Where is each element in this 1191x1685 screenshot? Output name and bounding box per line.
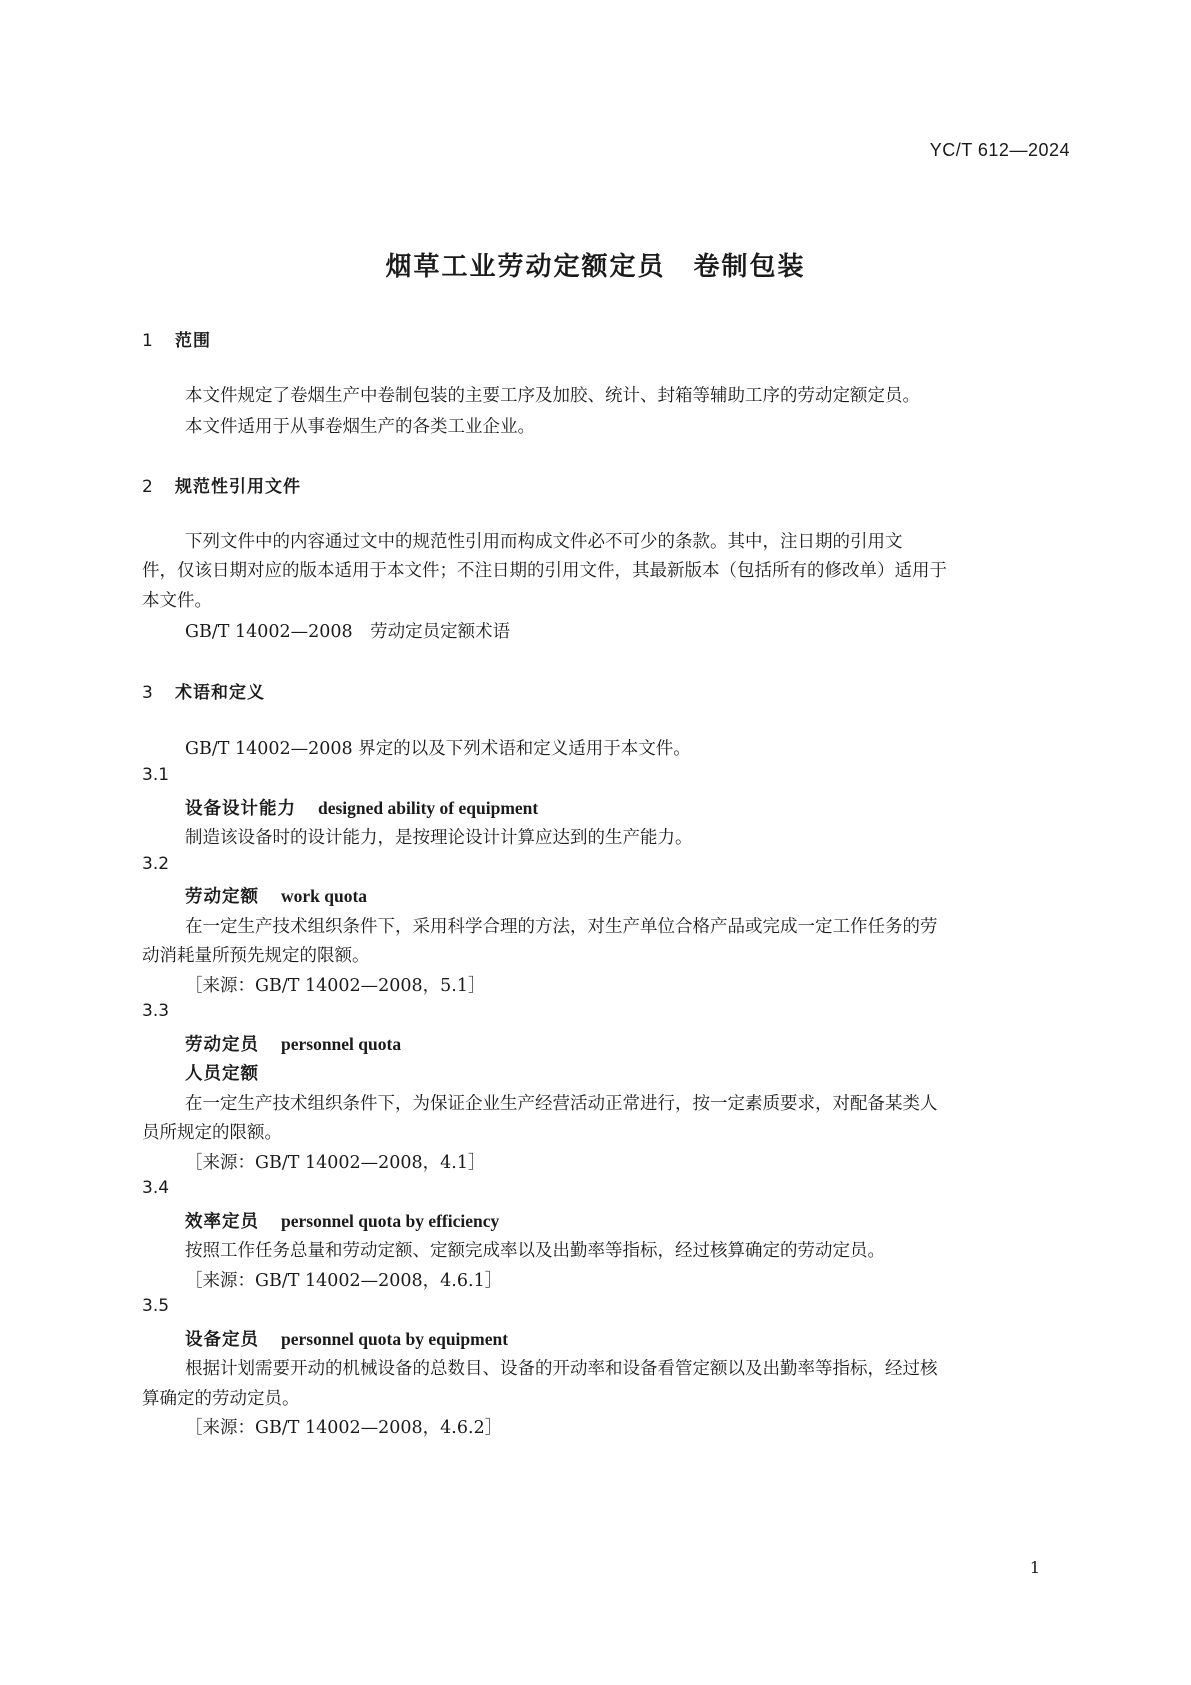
standard-code: YC/T 612—2024 (929, 140, 1070, 160)
normative-reference: GB/T 14002—2008 劳动定员定额术语 (185, 622, 511, 642)
term-number: 3.4 (142, 1178, 170, 1198)
references-paragraph-line-2: 件，仅该日期对应的版本适用于本文件；不注日期的引用文件，其最新版本（包括所有的修改单）适用于 (142, 561, 947, 581)
term-zh: 设备设计能力 (185, 799, 296, 819)
section-title: 术语和定义 (175, 683, 265, 703)
section-number: 3 (142, 683, 154, 703)
term-title (185, 1326, 508, 1351)
section-title: 范围 (175, 331, 211, 351)
term-zh: 劳动定额 (185, 887, 259, 907)
term-definition: 按照工作任务总量和劳动定额、定额完成率以及出勤率等指标，经过核算确定的劳动定员。 (185, 1241, 885, 1261)
term-definition-line-2: 动消耗量所预先规定的限额。 (142, 946, 370, 966)
page-number: 1 (1029, 1558, 1040, 1577)
section-1-heading (142, 326, 211, 351)
term-definition-line-1: 根据计划需要开动的机械设备的总数目、设备的开动率和设备看管定额以及出勤率等指标，经过核 (185, 1359, 938, 1379)
term-title (185, 1031, 401, 1056)
term-en: personnel quota by efficiency (281, 1211, 500, 1231)
term-definition-line-2: 员所规定的限额。 (142, 1123, 282, 1143)
section-title: 规范性引用文件 (175, 477, 301, 497)
scope-paragraph-2: 本文件适用于从事卷烟生产的各类工业企业。 (185, 417, 535, 437)
term-en: personnel quota (281, 1034, 402, 1054)
term-definition-line-1: 在一定生产技术组织条件下，采用科学合理的方法，对生产单位合格产品或完成一定工作任务的劳 (185, 917, 938, 937)
term-number: 3.3 (142, 1001, 170, 1021)
term-number: 3.1 (142, 765, 170, 785)
term-en: personnel quota by equipment (281, 1329, 509, 1349)
term-source: ［来源：GB/T 14002—2008，4.6.2］ (185, 1418, 503, 1438)
term-en: work quota (281, 886, 368, 906)
term-definition: 制造该设备时的设计能力，是按理论设计计算应达到的生产能力。 (185, 828, 693, 848)
term-title (185, 1208, 499, 1233)
references-paragraph-line-1: 下列文件中的内容通过文中的规范性引用而构成文件必不可少的条款。其中，注日期的引用文 (185, 532, 903, 552)
term-alternate-zh (185, 1060, 259, 1085)
terms-intro: GB/T 14002—2008 界定的以及下列术语和定义适用于本文件。 (185, 739, 691, 759)
term-zh: 劳动定员 (185, 1035, 259, 1055)
term-source: ［来源：GB/T 14002—2008，4.6.1］ (185, 1271, 503, 1291)
section-number: 1 (142, 331, 154, 351)
term-zh-alt: 人员定额 (185, 1064, 259, 1084)
section-number: 2 (142, 477, 154, 497)
term-number: 3.5 (142, 1296, 170, 1316)
term-number: 3.2 (142, 854, 170, 874)
term-zh: 效率定员 (185, 1212, 259, 1232)
section-2-heading (142, 472, 301, 497)
term-definition-line-2: 算确定的劳动定员。 (142, 1389, 300, 1409)
term-zh: 设备定员 (185, 1330, 259, 1350)
term-source: ［来源：GB/T 14002—2008，5.1］ (185, 976, 486, 996)
section-3-heading (142, 678, 265, 703)
references-paragraph-line-3: 本文件。 (142, 591, 212, 611)
term-title (185, 883, 367, 908)
document-title: 烟草工业劳动定额定员 卷制包装 (385, 252, 806, 282)
term-definition-line-1: 在一定生产技术组织条件下，为保证企业生产经营活动正常进行，按一定素质要求，对配备某类人 (185, 1094, 938, 1114)
term-source: ［来源：GB/T 14002—2008，4.1］ (185, 1153, 486, 1173)
term-en: designed ability of equipment (318, 798, 539, 818)
term-title (185, 795, 538, 820)
scope-paragraph-1: 本文件规定了卷烟生产中卷制包装的主要工序及加胶、统计、封箱等辅助工序的劳动定额定员。 (185, 386, 920, 406)
